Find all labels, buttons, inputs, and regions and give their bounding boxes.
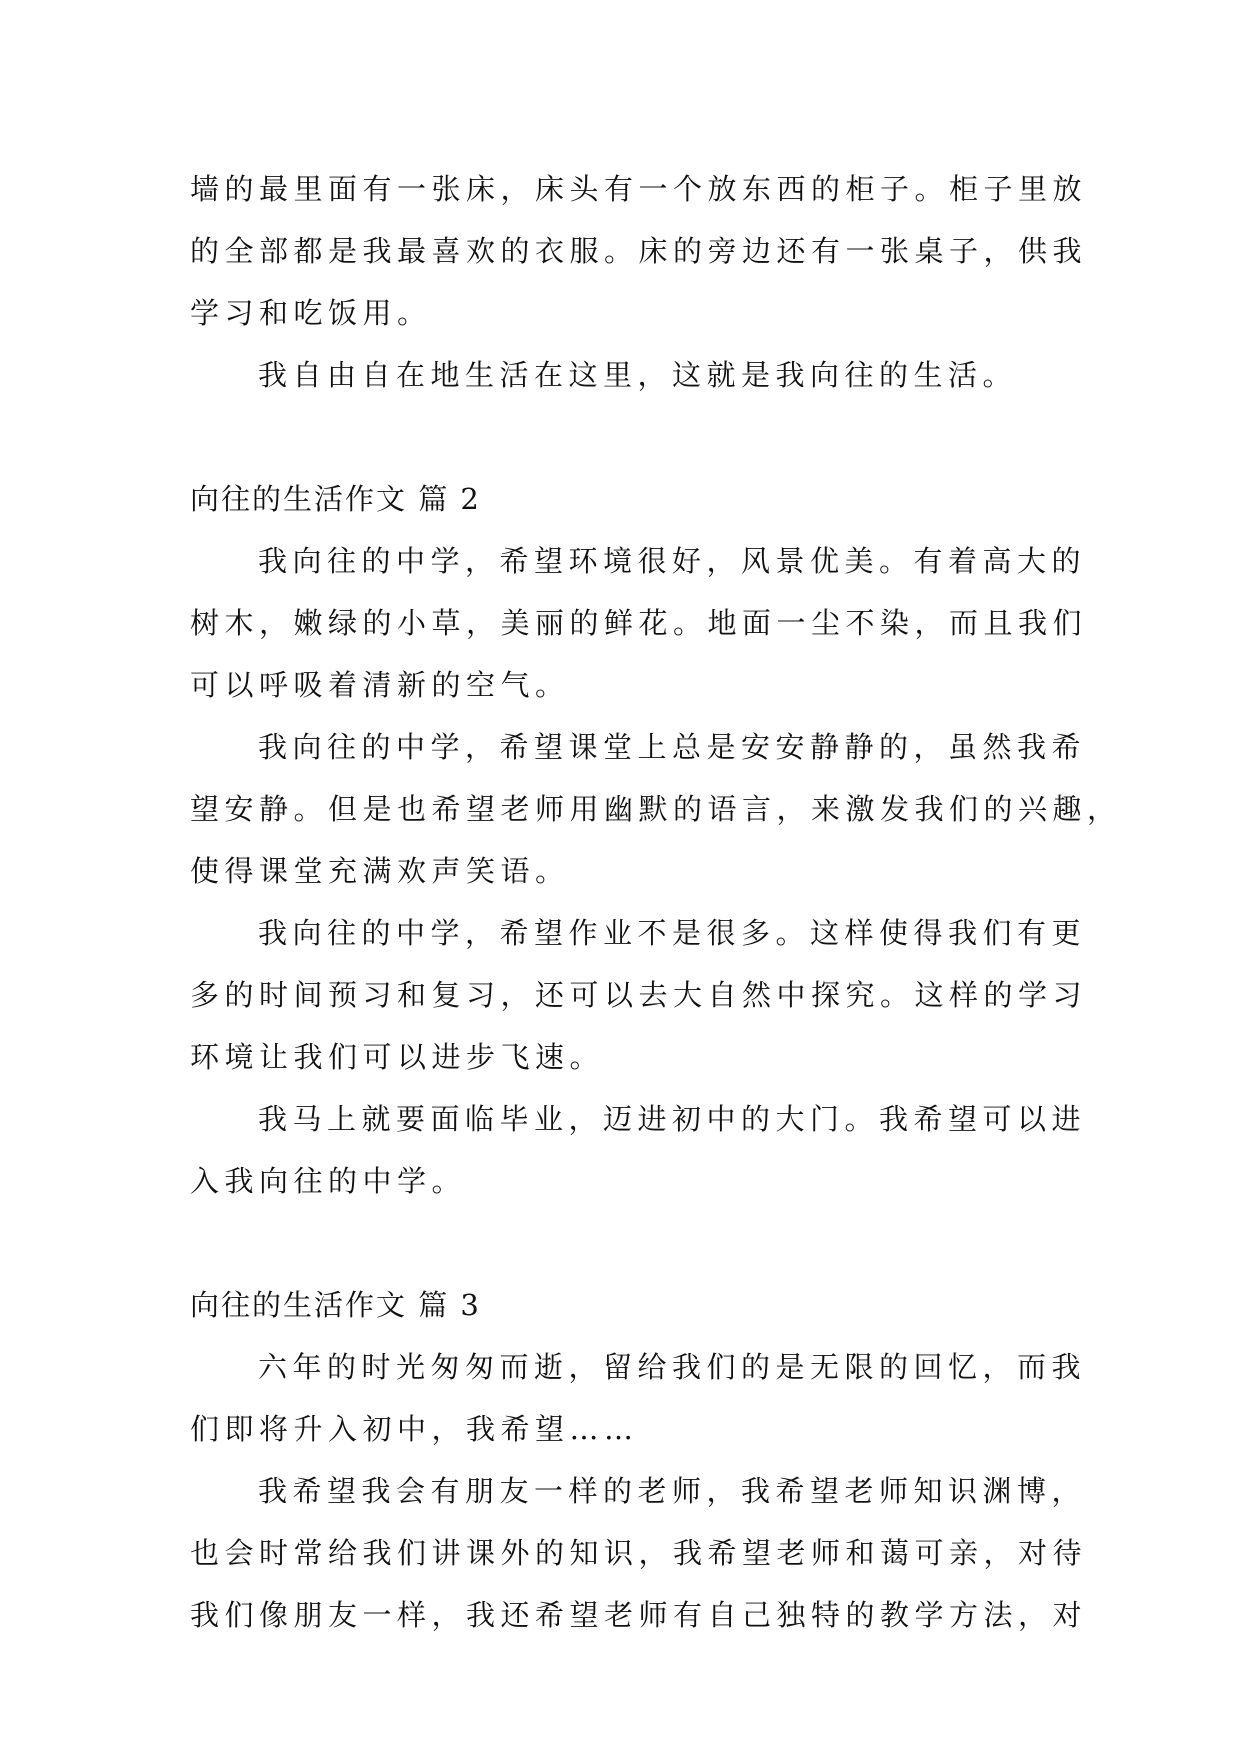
- paragraph: [190, 902, 1088, 1088]
- section-1: [190, 158, 1088, 406]
- paragraph: [190, 344, 1050, 406]
- paragraph-line: 树木，嫩绿的小草，美丽的鲜花。地面一尘不染，而且我们: [190, 606, 1088, 640]
- paragraph-line: 我向往的中学，希望环境很好，风景优美。有着高大的: [258, 544, 1087, 578]
- section-spacer: [190, 1212, 1050, 1274]
- section-heading: 向往的生活作文 篇 2: [190, 482, 481, 516]
- paragraph: [190, 716, 1122, 902]
- paragraph-line: 环境让我们可以进步飞速。: [190, 1040, 605, 1074]
- paragraph-line: 可以呼吸着清新的空气。: [190, 668, 570, 702]
- paragraph-line: 使得课堂充满欢声笑语。: [190, 854, 570, 888]
- paragraph-line: 们即将升入初中，我希望……: [190, 1412, 639, 1446]
- paragraph: [190, 158, 1088, 344]
- paragraph-line: 六年的时光匆匆而逝，留给我们的是无限的回忆，而我: [258, 1350, 1087, 1384]
- paragraph-line: 也会时常给我们讲课外的知识，我希望老师和蔼可亲，对待: [190, 1536, 1088, 1570]
- paragraph-line: 我向往的中学，希望作业不是很多。这样使得我们有更: [258, 916, 1087, 950]
- paragraph: [190, 1460, 1088, 1646]
- paragraph: [190, 1336, 1087, 1460]
- paragraph: [190, 1088, 1087, 1212]
- section-heading: 向往的生活作文 篇 3: [190, 1288, 481, 1322]
- paragraph-line: 我马上就要面临毕业，迈进初中的大门。我希望可以进: [258, 1102, 1087, 1136]
- paragraph-line: 望安静。但是也希望老师用幽默的语言，来激发我们的兴趣，: [190, 792, 1122, 826]
- paragraph-line: 我自由自在地生活在这里，这就是我向往的生活。: [258, 358, 1018, 392]
- paragraph-line: 我希望我会有朋友一样的老师，我希望老师知识渊博，: [258, 1474, 1087, 1508]
- paragraph: [190, 530, 1088, 716]
- section-3: [190, 1274, 1088, 1646]
- paragraph-line: 墙的最里面有一张床，床头有一个放东西的柜子。柜子里放: [190, 172, 1088, 206]
- paragraph-line: 入我向往的中学。: [190, 1164, 467, 1198]
- paragraph-line: 我向往的中学，希望课堂上总是安安静静的，虽然我希: [258, 730, 1087, 764]
- section-2: [190, 468, 1122, 1212]
- paragraph-line: 的全部都是我最喜欢的衣服。床的旁边还有一张桌子，供我: [190, 234, 1088, 268]
- paragraph-line: 学习和吃饭用。: [190, 296, 432, 330]
- document-page: [190, 158, 1122, 1646]
- paragraph-line: 多的时间预习和复习，还可以去大自然中探究。这样的学习: [190, 978, 1088, 1012]
- section-spacer: [190, 406, 1050, 468]
- paragraph-line: 我们像朋友一样，我还希望老师有自己独特的教学方法，对: [190, 1598, 1088, 1632]
